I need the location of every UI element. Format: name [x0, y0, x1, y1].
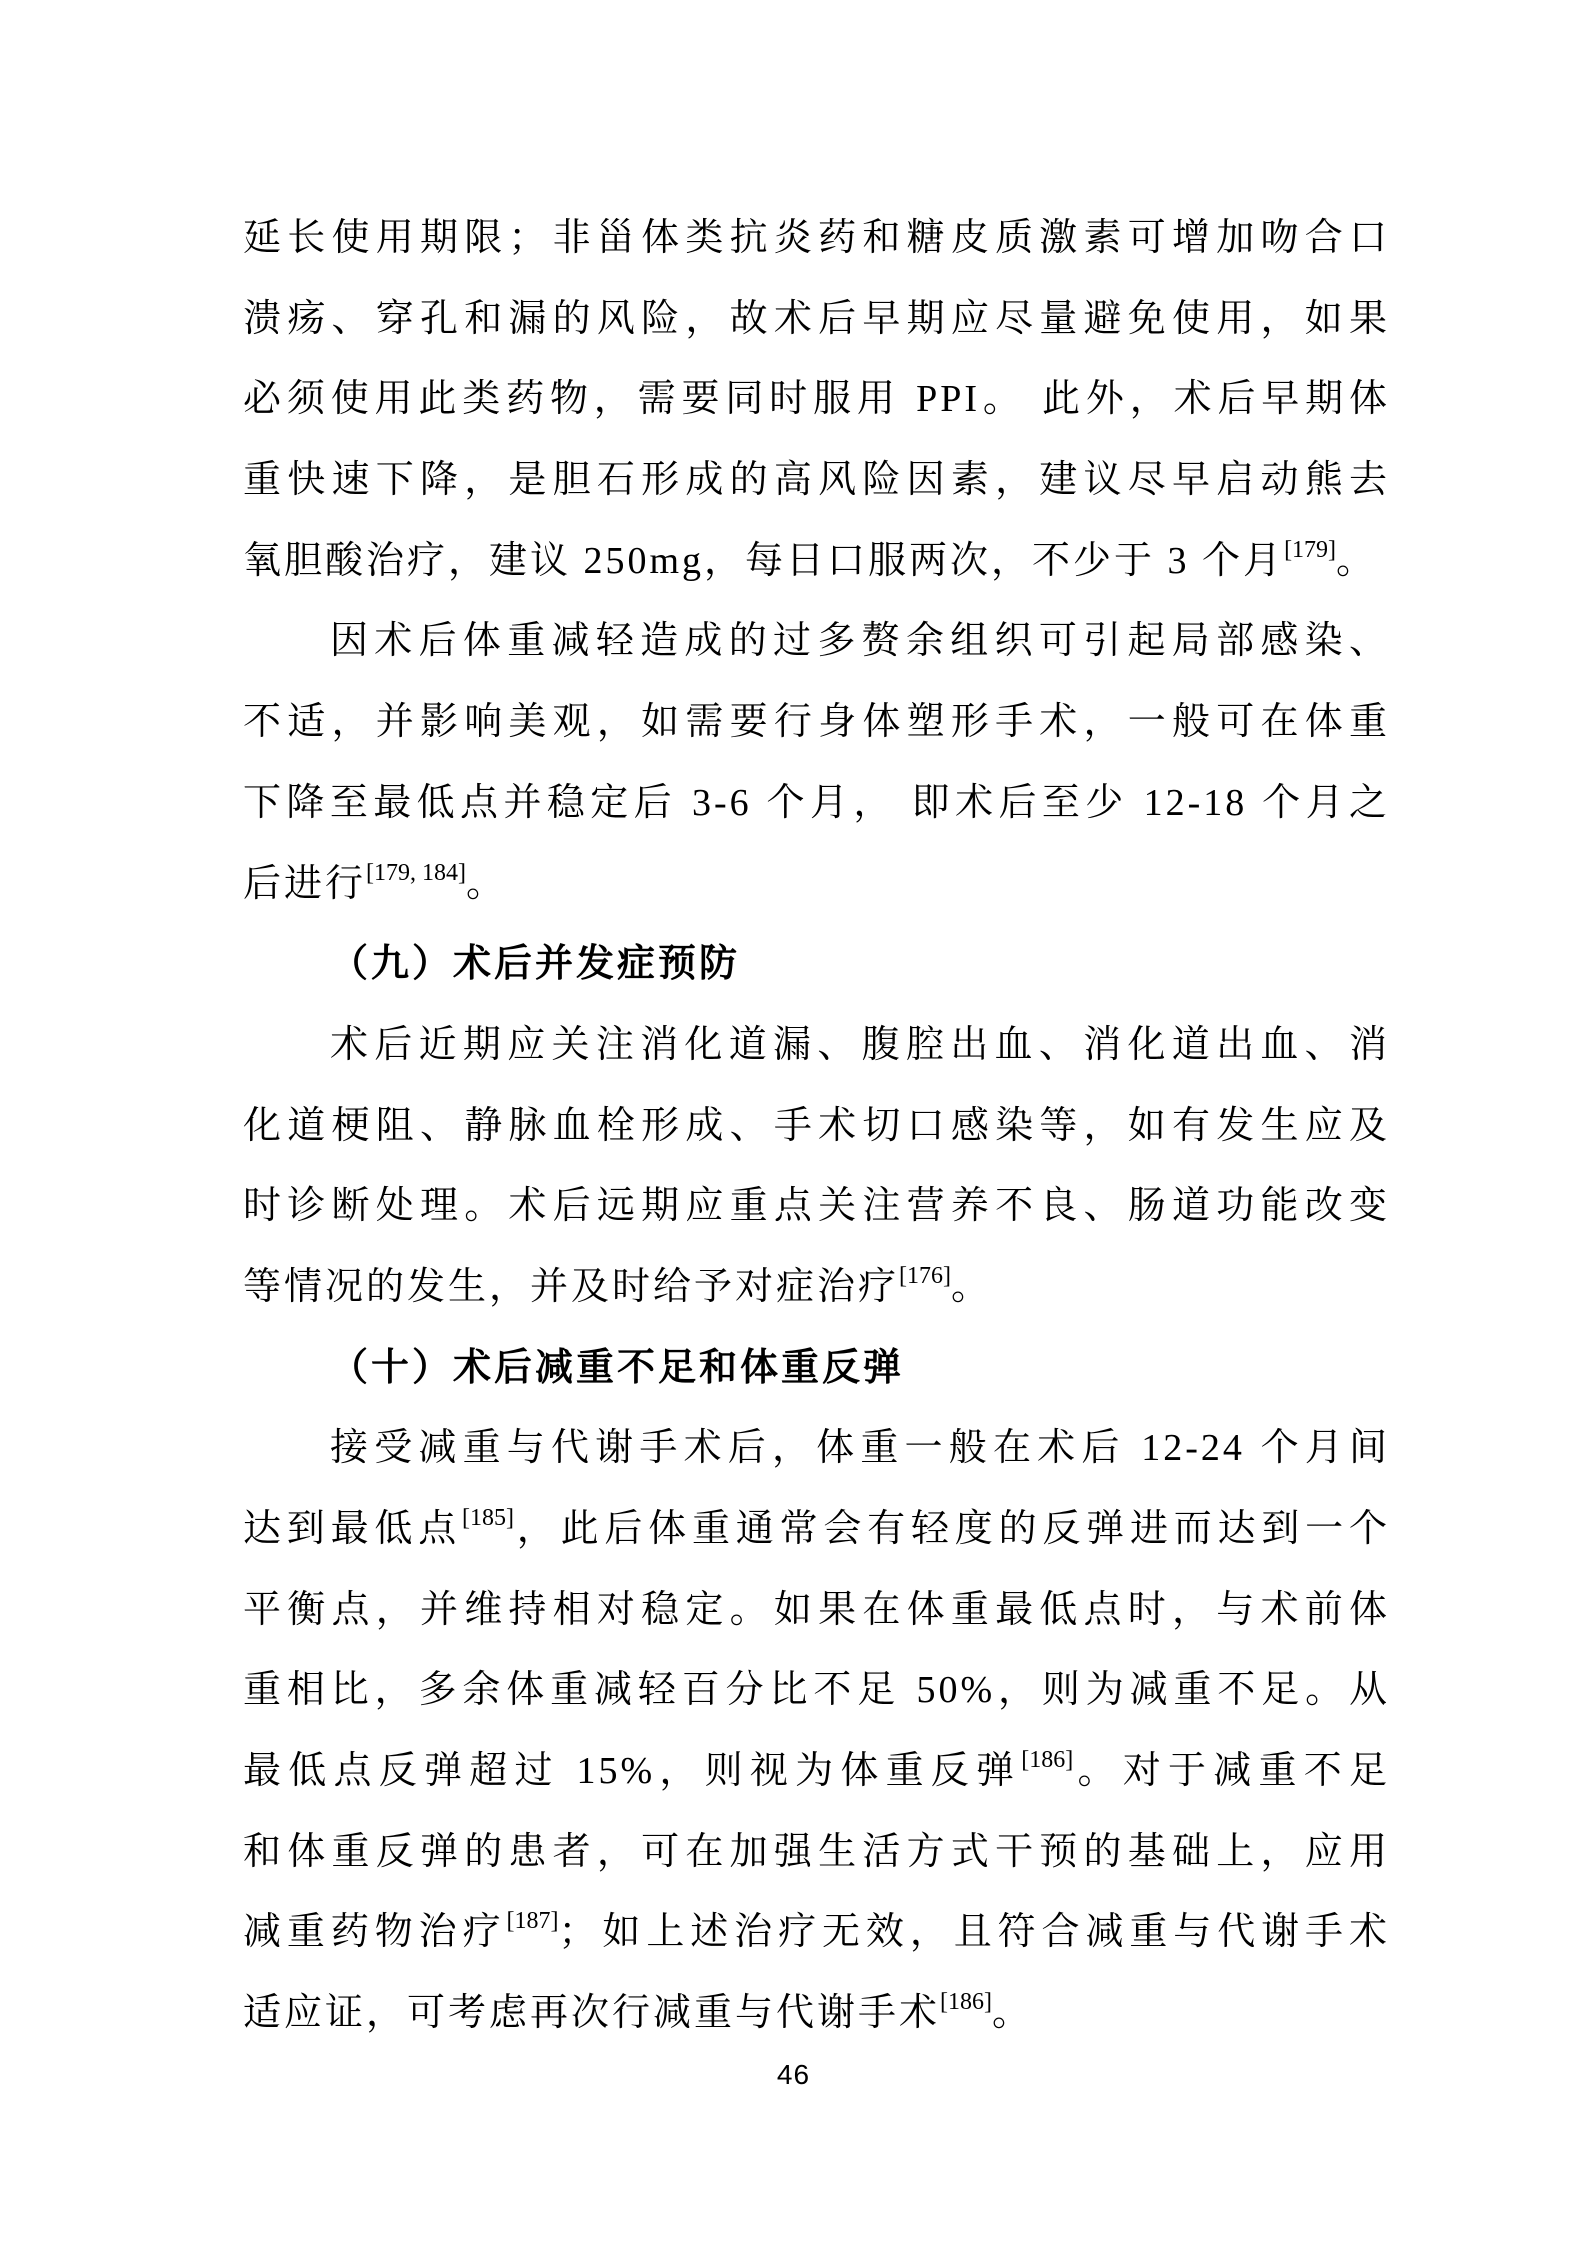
- text-run: 接受减重与代谢手术后，体重一般在术后 12-24 个月间: [330, 1427, 1390, 1470]
- text-line: [243, 359, 1390, 440]
- citation-ref: [176]: [899, 1262, 951, 1289]
- text-line: [243, 763, 1390, 844]
- text-line: [243, 1005, 1390, 1086]
- text-run: 。: [466, 862, 508, 905]
- text-run: 氧胆酸治疗，建议 250mg，每日口服两次，不少于 3 个月: [243, 539, 1285, 582]
- text-run: 下降至最低点并稳定后 3-6 个月， 即术后至少 12-18 个月之: [243, 781, 1390, 824]
- citation-ref: [179]: [1284, 536, 1337, 563]
- text-line: [243, 1408, 1390, 1489]
- citation-ref: [186]: [1021, 1747, 1074, 1774]
- text-run: 必须使用此类药物，需要同时服用 PPI。 此外，术后早期体: [243, 378, 1390, 421]
- text-run: 达到最低点: [243, 1508, 462, 1550]
- text-run: 最低点反弹超过 15%，则视为体重反弹: [243, 1750, 1022, 1793]
- text-run: 平衡点，并维持相对稳定。如果在体重最低点时，与术前体: [243, 1588, 1390, 1631]
- text-run: ，此后体重通常会有轻度的反弹进而达到一个: [513, 1508, 1390, 1550]
- text-line: [243, 682, 1390, 763]
- text-run: 减重药物治疗: [243, 1911, 507, 1954]
- text-line: [243, 1731, 1390, 1812]
- citation-ref: [185]: [462, 1505, 514, 1531]
- page-number: 46: [776, 2059, 811, 2090]
- text-run: ；如上述治疗无效，且符合减重与代谢手术: [558, 1911, 1390, 1954]
- text-run: （九）术后并发症预防: [330, 943, 741, 986]
- text-run: 。: [1336, 539, 1378, 582]
- text-line: [243, 1247, 1390, 1328]
- text-run: 。: [992, 1992, 1034, 2035]
- text-run: 因术后体重减轻造成的过多赘余组织可引起局部感染、: [330, 620, 1390, 663]
- text-line: [243, 601, 1390, 682]
- text-line: [243, 1812, 1390, 1893]
- citation-ref: [179, 184]: [366, 859, 466, 886]
- text-run: 溃疡、穿孔和漏的风险，故术后早期应尽量避免使用，如果: [243, 297, 1390, 340]
- text-run: 化道梗阻、静脉血栓形成、手术切口感染等，如有发生应及: [243, 1104, 1390, 1147]
- section-heading: [243, 924, 1390, 1005]
- text-line: [243, 1892, 1390, 1973]
- text-run: 。: [951, 1265, 993, 1308]
- text-run: 后进行: [243, 862, 367, 905]
- text-run: 延长使用期限；非甾体类抗炎药和糖皮质激素可增加吻合口: [243, 217, 1390, 259]
- text-line: [243, 279, 1390, 360]
- text-line: [243, 1489, 1390, 1570]
- text-line: [243, 1650, 1390, 1731]
- text-run: 重快速下降，是胆石形成的高风险因素，建议尽早启动熊去: [243, 459, 1390, 502]
- text-line: [243, 521, 1390, 602]
- text-line: [243, 1166, 1390, 1247]
- text-line: [243, 198, 1390, 279]
- text-run: 适应证，可考虑再次行减重与代谢手术: [243, 1992, 941, 2035]
- citation-ref: [187]: [506, 1908, 559, 1935]
- text-line: [243, 844, 1390, 925]
- text-run: 。对于减重不足: [1073, 1750, 1390, 1793]
- text-line: [243, 1973, 1390, 2054]
- text-run: 不适，并影响美观，如需要行身体塑形手术，一般可在体重: [243, 701, 1390, 744]
- text-line: [243, 1086, 1390, 1167]
- text-line: [243, 1570, 1390, 1651]
- text-run: 术后近期应关注消化道漏、腹腔出血、消化道出血、消: [330, 1023, 1390, 1066]
- citation-ref: [186]: [940, 1989, 992, 2016]
- text-line: [243, 440, 1390, 521]
- section-heading: [243, 1328, 1390, 1409]
- text-run: 重相比，多余体重减轻百分比不足 50%，则为减重不足。从: [243, 1669, 1390, 1712]
- text-run: 和体重反弹的患者，可在加强生活方式干预的基础上，应用: [243, 1830, 1390, 1873]
- document-text-block: [243, 198, 1390, 2054]
- text-run: （十）术后减重不足和体重反弹: [330, 1346, 905, 1389]
- text-run: 等情况的发生，并及时给予对症治疗: [243, 1265, 900, 1308]
- text-run: 时诊断处理。术后远期应重点关注营养不良、肠道功能改变: [243, 1185, 1390, 1228]
